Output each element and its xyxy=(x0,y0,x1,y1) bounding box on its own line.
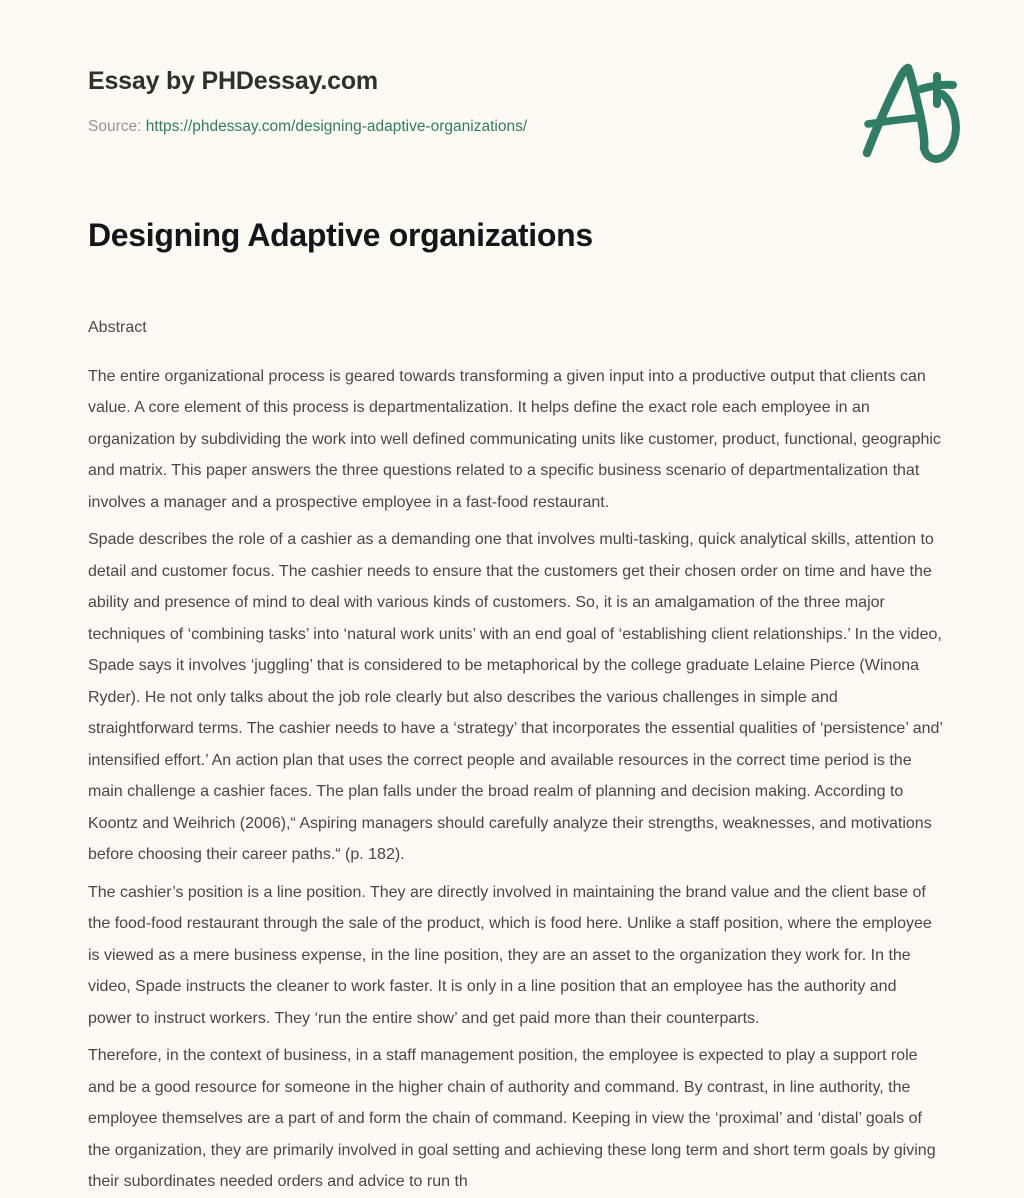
phdessay-logo xyxy=(854,52,966,170)
paragraph: Spade describes the role of a cashier as a demanding one that involves multi-tasking, quick analytical skills, attention to detail and customer focus. The cashier needs to ensure that the customers get their chosen order on time and have the ability and presence of mind to deal with various kinds of customers. So, it is an amalgamation of the three major techniques of ‘combining tasks’ into ‘natural work units’ with an end goal of ‘establishing client relationships.’ In the video, Spade says it involves ‘juggling’ that is considered to be metaphorical by the college graduate Lelaine Pierce (Winona Ryder). He not only talks about the job role clearly but also describes the various challenges in simple and straightforward terms. The cashier needs to have a ‘strategy’ that incorporates the essential qualities of ‘persistence’ and’ intensified effort.’ An action plan that uses the correct people and available resources in the correct time period is the main challenge a cashier faces. The plan falls under the broad realm of planning and decision making. According to Koontz and Weihrich (2006),“ Aspiring managers should carefully analyze their strengths, weaknesses, and motivations before choosing their career paths.“ (p. 182). xyxy=(88,531,943,864)
section-heading-abstract: Abstract xyxy=(88,319,147,337)
body-copy xyxy=(88,361,944,1198)
source-label: Source: xyxy=(88,117,142,135)
page-header xyxy=(88,68,954,178)
source-line xyxy=(88,118,954,137)
brand-title: Essay by PHDessay.com xyxy=(88,67,378,95)
page-title: Designing Adaptive organizations xyxy=(88,217,593,253)
paragraph: The cashier’s position is a line position. They are directly involved in maintaining the brand value and the client base of the food-food restaurant through the sale of the product, which is food here. Unlike a staff position, where the employee is viewed as a mere business expense, in the line position, they are an asset to the organization they work for. In the video, Spade instructs the cleaner to work faster. It is only in a line position that an employee has the authority and power to instruct workers. They ‘run the entire show’ and get paid more than their counterparts. xyxy=(88,883,932,1027)
source-url-link[interactable]: https://phdessay.com/designing-adaptive-organizations/ xyxy=(145,117,528,135)
paragraph: The entire organizational process is geared towards transforming a given input into a productive output that clients can value. A core element of this process is departmentalization. It helps define the exact role each employee in an organization by subdividing the work into well defined communicating units like customer, product, functional, geographic and matrix. This paper answers the three questions related to a specific business scenario of departmentalization that involves a manager and a prospective employee in a fast-food restaurant. xyxy=(88,367,941,511)
article xyxy=(88,216,944,1198)
paragraph: Therefore, in the context of business, in a staff management position, the employee is expected to play a support role and be a good resource for someone in the higher chain of authority and command. By contrast, in line authority, the employee themselves are a part of and form the chain of command. Keeping in view the ‘proximal’ and ‘distal’ goals of the organization, they are primarily involved in goal setting and achieving these long term and short term goals by giving their subordinates needed orders and advice to run th xyxy=(88,1047,936,1191)
a-plus-icon xyxy=(854,52,966,170)
